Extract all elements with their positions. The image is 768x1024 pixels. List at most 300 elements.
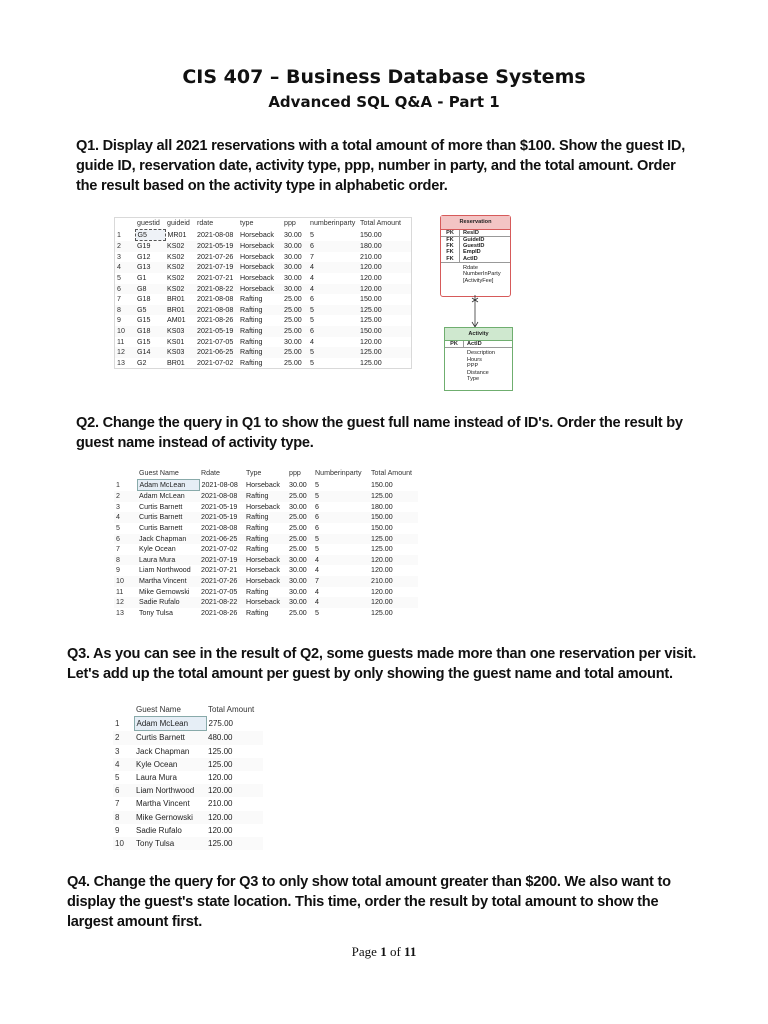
column-header [113, 703, 134, 717]
column-header: Total Amount [360, 219, 402, 228]
row-number: 8 [114, 555, 137, 566]
table-cell: 2021-08-08 [197, 230, 234, 239]
table-row [114, 555, 418, 566]
document-title: CIS 407 – Business Database Systems [182, 66, 586, 88]
table-cell: G8 [135, 284, 165, 295]
table-header-row [114, 468, 418, 479]
table-cell: KS02 [165, 284, 195, 295]
table-cell: Rafting [240, 358, 263, 367]
table-cell: Horseback [240, 230, 274, 239]
column-header: rdate [197, 219, 214, 228]
table-cell: 2021-05-19 [199, 512, 244, 523]
row-number: 10 [114, 576, 137, 587]
row-number: 13 [117, 358, 125, 367]
column-header: Total Amount [208, 705, 255, 715]
table-cell: Rafting [238, 305, 282, 316]
activity-pk: ActID [467, 341, 482, 347]
table-cell: AM01 [167, 316, 186, 325]
document-subtitle: Advanced SQL Q&A - Part 1 [268, 93, 500, 111]
table-cell: 2021-05-19 [201, 502, 238, 511]
table-cell: 2021-08-08 [201, 523, 238, 532]
table-cell: 2021-07-21 [201, 566, 238, 575]
column-header: guestid [137, 219, 160, 227]
table-cell: 5 [308, 305, 358, 316]
table-cell: 30.00 [289, 566, 307, 575]
table-cell: 120.00 [360, 337, 382, 346]
table-cell: 120.00 [371, 566, 393, 575]
table-cell: 2021-08-26 [197, 316, 234, 325]
table-cell: Curtis Barnett [134, 731, 206, 745]
table-cell: 30.00 [282, 262, 308, 273]
column-header [115, 218, 135, 229]
row-number: 13 [116, 608, 124, 617]
entity-attribute: [ActivityFee] [463, 277, 494, 284]
row-number: 7 [117, 295, 121, 304]
table-row [115, 273, 411, 284]
row-number: 6 [114, 534, 137, 545]
table-row [114, 523, 418, 534]
reservation-fk-row [441, 256, 510, 262]
table-cell: 210.00 [369, 576, 418, 587]
page-footer [0, 944, 768, 960]
row-number: 3 [115, 746, 120, 756]
table-cell: Horseback [246, 502, 280, 511]
of-word: of [389, 944, 401, 959]
activity-entity [444, 327, 513, 391]
row-number: 6 [115, 284, 135, 295]
reservation-fk: GuideID [463, 237, 485, 243]
table-cell: 2021-06-25 [195, 347, 238, 358]
table-cell: 120.00 [358, 284, 411, 295]
table-row [115, 229, 411, 241]
activity-entity-title: Activity [445, 328, 512, 341]
table-cell: 7 [313, 576, 369, 587]
table-cell: 150.00 [371, 480, 393, 489]
table-cell: Adam McLean [137, 479, 199, 491]
row-number: 12 [114, 597, 137, 608]
table-cell: 6 [310, 295, 314, 304]
row-number: 2 [115, 241, 135, 252]
row-number: 3 [116, 502, 120, 511]
table-cell: 125.00 [369, 534, 418, 545]
table-cell: MR01 [167, 230, 187, 239]
table-cell: Horseback [244, 597, 287, 608]
table-cell: Mike Gernowski [139, 587, 190, 596]
table-cell: 4 [313, 597, 369, 608]
table-row [114, 534, 418, 545]
table-cell: KS03 [165, 326, 195, 337]
query-result-table-2 [114, 468, 418, 618]
table-cell: 180.00 [371, 502, 393, 511]
table-cell: 5 [310, 230, 314, 239]
table-row [115, 294, 411, 305]
result-grid-3 [113, 703, 263, 850]
table-row [113, 717, 263, 731]
table-cell: 30.00 [287, 576, 313, 587]
table-row [113, 745, 263, 758]
table-cell: 2021-07-02 [201, 545, 238, 554]
table-cell: 2021-07-26 [199, 576, 244, 587]
table-row [114, 502, 418, 513]
page-word: Page [351, 944, 377, 959]
result-grid-1 [115, 218, 411, 368]
table-cell: 120.00 [206, 784, 263, 797]
table-cell: 30.00 [282, 241, 308, 252]
table-cell: 120.00 [208, 773, 233, 783]
table-cell: 2021-08-26 [201, 608, 238, 617]
row-number: 4 [114, 512, 137, 523]
table-cell: Martha Vincent [136, 799, 190, 809]
reservation-fk: EmpID [463, 249, 481, 256]
table-cell: 2021-07-02 [197, 358, 234, 367]
reservation-fk: GuestID [463, 243, 485, 250]
table-cell: Horseback [244, 555, 287, 566]
table-cell: 480.00 [206, 731, 263, 745]
table-cell: 6 [308, 241, 358, 252]
table-row [113, 784, 263, 797]
table-cell: Rafting [238, 326, 282, 337]
table-cell: Horseback [244, 576, 287, 587]
table-cell: Rafting [246, 545, 269, 554]
table-header-row [113, 703, 263, 717]
table-cell: 2021-05-19 [195, 241, 238, 252]
table-cell: 275.00 [208, 719, 233, 729]
row-number: 3 [117, 252, 121, 261]
table-cell: Sadie Rufalo [136, 825, 182, 835]
table-cell: 6 [313, 512, 369, 523]
table-cell: 2021-08-08 [201, 480, 238, 489]
row-number: 6 [113, 784, 134, 797]
table-cell: 4 [308, 284, 358, 295]
table-cell: Rafting [246, 587, 269, 596]
table-cell: Jack Chapman [136, 746, 190, 756]
table-cell: 30.00 [289, 480, 307, 489]
table-row [115, 326, 411, 337]
table-cell: 2021-07-05 [197, 337, 234, 346]
table-cell: 30.00 [282, 284, 308, 295]
reservation-attribute-list [441, 263, 510, 285]
table-cell: 120.00 [371, 587, 393, 596]
table-cell: 2021-07-05 [201, 587, 238, 596]
table-cell: G5 [135, 229, 165, 241]
question-4: Q4. Change the query for Q3 to only show total amount greater than $200. We also want to display the guest's state location. This time, order the result by total amount to show the largest amount first. [67, 874, 671, 930]
table-row [115, 262, 411, 273]
table-row [114, 597, 418, 608]
table-cell: KS02 [167, 273, 185, 282]
entity-attribute: PPP [467, 363, 479, 369]
table-cell: Jack Chapman [137, 534, 199, 545]
table-cell: Laura Mura [137, 555, 199, 566]
table-cell: 150.00 [369, 512, 418, 523]
table-row [115, 337, 411, 348]
page-total: 11 [404, 944, 417, 959]
entity-attribute: Distance [467, 369, 489, 376]
table-cell: 125.00 [360, 358, 382, 367]
table-cell: 7 [310, 252, 314, 261]
pk-label: PK [445, 341, 464, 347]
table-cell: 150.00 [371, 523, 393, 532]
row-number: 2 [113, 731, 134, 745]
table-cell: Sadie Rufalo [137, 597, 199, 608]
row-number: 1 [116, 480, 120, 489]
page-number: 1 [380, 944, 387, 959]
table-header-row [115, 218, 411, 229]
column-header: numberinparty [310, 219, 356, 228]
row-number: 12 [115, 347, 135, 358]
column-header: Numberinparty [315, 469, 362, 478]
table-cell: 120.00 [206, 811, 263, 824]
table-cell: 2021-07-21 [197, 273, 234, 282]
table-cell: 30.00 [284, 273, 302, 282]
table-cell: 120.00 [358, 262, 411, 273]
table-cell: Curtis Barnett [139, 523, 183, 532]
table-cell: 30.00 [289, 502, 307, 511]
table-cell: 2021-07-19 [195, 262, 238, 273]
table-cell: 30.00 [284, 230, 302, 239]
entity-attribute: Rdate [463, 264, 478, 271]
table-row [114, 576, 418, 587]
table-cell: Kyle Ocean [139, 545, 176, 554]
table-cell: Adam McLean [134, 717, 206, 731]
table-cell: BR01 [167, 295, 185, 304]
table-row [115, 305, 411, 316]
table-cell: 5 [310, 358, 314, 367]
table-cell: 125.00 [371, 545, 393, 554]
table-cell: 2021-08-22 [195, 284, 238, 295]
table-row [114, 608, 418, 619]
table-row [114, 565, 418, 576]
table-cell: 2021-06-25 [199, 534, 244, 545]
table-cell: Rafting [240, 295, 263, 304]
row-number: 1 [117, 230, 121, 239]
pk-label: PK [441, 230, 460, 236]
table-cell: Curtis Barnett [137, 512, 199, 523]
entity-attribute: Type [467, 376, 480, 382]
table-cell: 2021-08-22 [199, 597, 244, 608]
table-cell: 125.00 [358, 347, 411, 358]
reservation-entity [440, 215, 511, 297]
table-cell: KS03 [165, 347, 195, 358]
query-result-table-1 [114, 217, 412, 369]
column-header: ppp [289, 469, 301, 478]
table-cell: 25.00 [289, 608, 307, 617]
table-cell: Mike Gernowski [134, 811, 206, 824]
table-cell: 125.00 [208, 746, 233, 756]
table-cell: 25.00 [282, 305, 308, 316]
table-cell: G18 [137, 295, 151, 304]
column-header: Type [246, 469, 262, 478]
table-cell: Horseback [238, 284, 282, 295]
table-cell: 120.00 [208, 825, 233, 835]
table-cell: 25.00 [282, 347, 308, 358]
row-number: 5 [115, 773, 120, 783]
table-cell: Liam Northwood [139, 566, 191, 575]
table-cell: 120.00 [369, 597, 418, 608]
column-header: Rdate [201, 469, 220, 478]
table-cell: KS01 [167, 337, 185, 346]
table-cell: 5 [313, 491, 369, 502]
table-cell: 25.00 [287, 512, 313, 523]
table-cell: 210.00 [208, 799, 233, 809]
table-cell: G19 [135, 241, 165, 252]
table-cell: Horseback [238, 262, 282, 273]
table-cell: 30.00 [289, 587, 307, 596]
reservation-pk: ResID [463, 230, 479, 236]
table-row [114, 512, 418, 523]
table-cell: 120.00 [360, 273, 382, 282]
table-cell: Rafting [246, 608, 269, 617]
table-cell: 5 [313, 534, 369, 545]
table-row [113, 797, 263, 810]
table-cell: 4 [315, 587, 319, 596]
table-cell: 150.00 [358, 326, 411, 337]
table-cell: 4 [308, 262, 358, 273]
row-number: 5 [117, 273, 121, 282]
table-row [113, 837, 263, 850]
table-cell: BR01 [167, 358, 185, 367]
table-cell: Adam McLean [137, 491, 199, 502]
table-cell: Horseback [240, 273, 274, 282]
activity-attribute-list [445, 348, 512, 383]
column-header [114, 468, 137, 479]
row-number: 5 [116, 523, 120, 532]
table-cell: 5 [315, 545, 319, 554]
fk-label: FK [441, 249, 460, 255]
table-cell: 125.00 [369, 491, 418, 502]
row-number: 11 [116, 587, 124, 596]
table-cell: 6 [315, 502, 319, 511]
table-cell: G1 [137, 273, 147, 282]
table-cell: 120.00 [369, 555, 418, 566]
table-cell: Rafting [240, 316, 263, 325]
table-cell: 4 [310, 273, 314, 282]
relationship-connector [470, 295, 482, 328]
column-header: guideid [167, 219, 190, 228]
table-cell: Liam Northwood [134, 784, 206, 797]
table-row [115, 315, 411, 326]
table-cell: 25.00 [289, 523, 307, 532]
table-cell: 25.00 [284, 358, 302, 367]
table-cell: Rafting [246, 523, 269, 532]
result-grid-2 [114, 468, 418, 618]
table-cell: 25.00 [282, 326, 308, 337]
table-cell: 150.00 [360, 295, 382, 304]
table-row [115, 252, 411, 263]
table-cell: Rafting [240, 337, 263, 346]
table-cell: Rafting [238, 347, 282, 358]
row-number: 8 [113, 811, 134, 824]
table-cell: G18 [135, 326, 165, 337]
row-number: 9 [115, 825, 120, 835]
entity-attribute: NumberInParty [463, 271, 501, 278]
table-row [114, 491, 418, 502]
table-cell: 30.00 [287, 597, 313, 608]
table-cell: 30.00 [287, 555, 313, 566]
table-row [115, 241, 411, 252]
column-header: Guest Name [139, 469, 179, 477]
fk-label: FK [441, 243, 460, 249]
reservation-fk: ActID [463, 255, 478, 262]
table-cell: 25.00 [289, 545, 307, 554]
query-result-table-3 [113, 703, 263, 850]
table-cell: KS02 [165, 241, 195, 252]
column-header: type [240, 219, 254, 228]
row-number: 11 [117, 337, 125, 346]
table-cell: 150.00 [360, 230, 382, 239]
table-cell: 125.00 [206, 758, 263, 771]
table-cell: 30.00 [284, 337, 302, 346]
table-cell: Curtis Barnett [139, 502, 183, 511]
row-number: 9 [117, 316, 121, 325]
table-cell: Horseback [238, 241, 282, 252]
table-cell: 25.00 [287, 491, 313, 502]
table-cell: 210.00 [360, 252, 382, 261]
row-number: 4 [113, 758, 134, 771]
table-cell: 2021-08-08 [197, 295, 234, 304]
row-number: 2 [114, 491, 137, 502]
table-cell: 125.00 [358, 305, 411, 316]
table-row [113, 811, 263, 824]
table-cell: 4 [315, 566, 319, 575]
reservation-fk-list [441, 237, 510, 263]
table-cell: 5 [308, 347, 358, 358]
table-row [113, 731, 263, 745]
row-number: 10 [115, 326, 135, 337]
table-cell: 4 [310, 337, 314, 346]
table-cell: 2021-05-19 [195, 326, 238, 337]
entity-attribute: Hours [467, 356, 482, 363]
row-number: 7 [115, 799, 120, 809]
table-row [115, 284, 411, 295]
table-cell: Rafting [244, 512, 287, 523]
row-number: 10 [113, 837, 134, 850]
fk-label: FK [441, 237, 460, 243]
table-row [115, 347, 411, 358]
table-cell: 5 [310, 316, 314, 325]
question-2: Q2. Change the query in Q1 to show the guest full name instead of ID's. Order the result by guest name instead of activity type. [76, 415, 683, 451]
column-header: ppp [284, 219, 296, 228]
table-row [113, 824, 263, 837]
table-cell: Rafting [244, 491, 287, 502]
question-1: Q1. Display all 2021 reservations with a total amount of more than $100. Show the guest ID, guide ID, reservation date, activity type, ppp, number in party, and the total amount. Order the result based on the activity type in alphabetic order. [76, 138, 686, 194]
table-cell: 30.00 [284, 252, 302, 261]
table-row [113, 758, 263, 771]
table-cell: BR01 [165, 305, 195, 316]
table-cell: 6 [315, 523, 319, 532]
table-cell: 5 [315, 608, 319, 617]
entity-attribute: Description [467, 350, 495, 356]
table-cell: Horseback [246, 480, 280, 489]
table-cell: 5 [315, 480, 319, 489]
table-cell: 4 [313, 555, 369, 566]
table-cell: 25.00 [287, 534, 313, 545]
table-cell: Kyle Ocean [134, 758, 206, 771]
table-cell: 125.00 [360, 316, 382, 325]
table-cell: 2021-08-08 [195, 305, 238, 316]
table-cell: G15 [137, 337, 151, 346]
table-cell: Tony Tulsa [139, 608, 173, 617]
table-cell: 2021-08-08 [199, 491, 244, 502]
table-cell: KS02 [167, 252, 185, 261]
question-3: Q3. As you can see in the result of Q2, some guests made more than one reservation per visit. Let's add up the total amount per guest by only showing the guest name and total amount. [67, 646, 697, 682]
table-cell: Laura Mura [136, 773, 177, 783]
table-cell: 25.00 [284, 295, 302, 304]
table-cell: G14 [135, 347, 165, 358]
table-cell: 6 [308, 326, 358, 337]
table-cell: Rafting [244, 534, 287, 545]
row-number: 1 [115, 719, 120, 729]
reservation-entity-title: Reservation [441, 216, 510, 230]
